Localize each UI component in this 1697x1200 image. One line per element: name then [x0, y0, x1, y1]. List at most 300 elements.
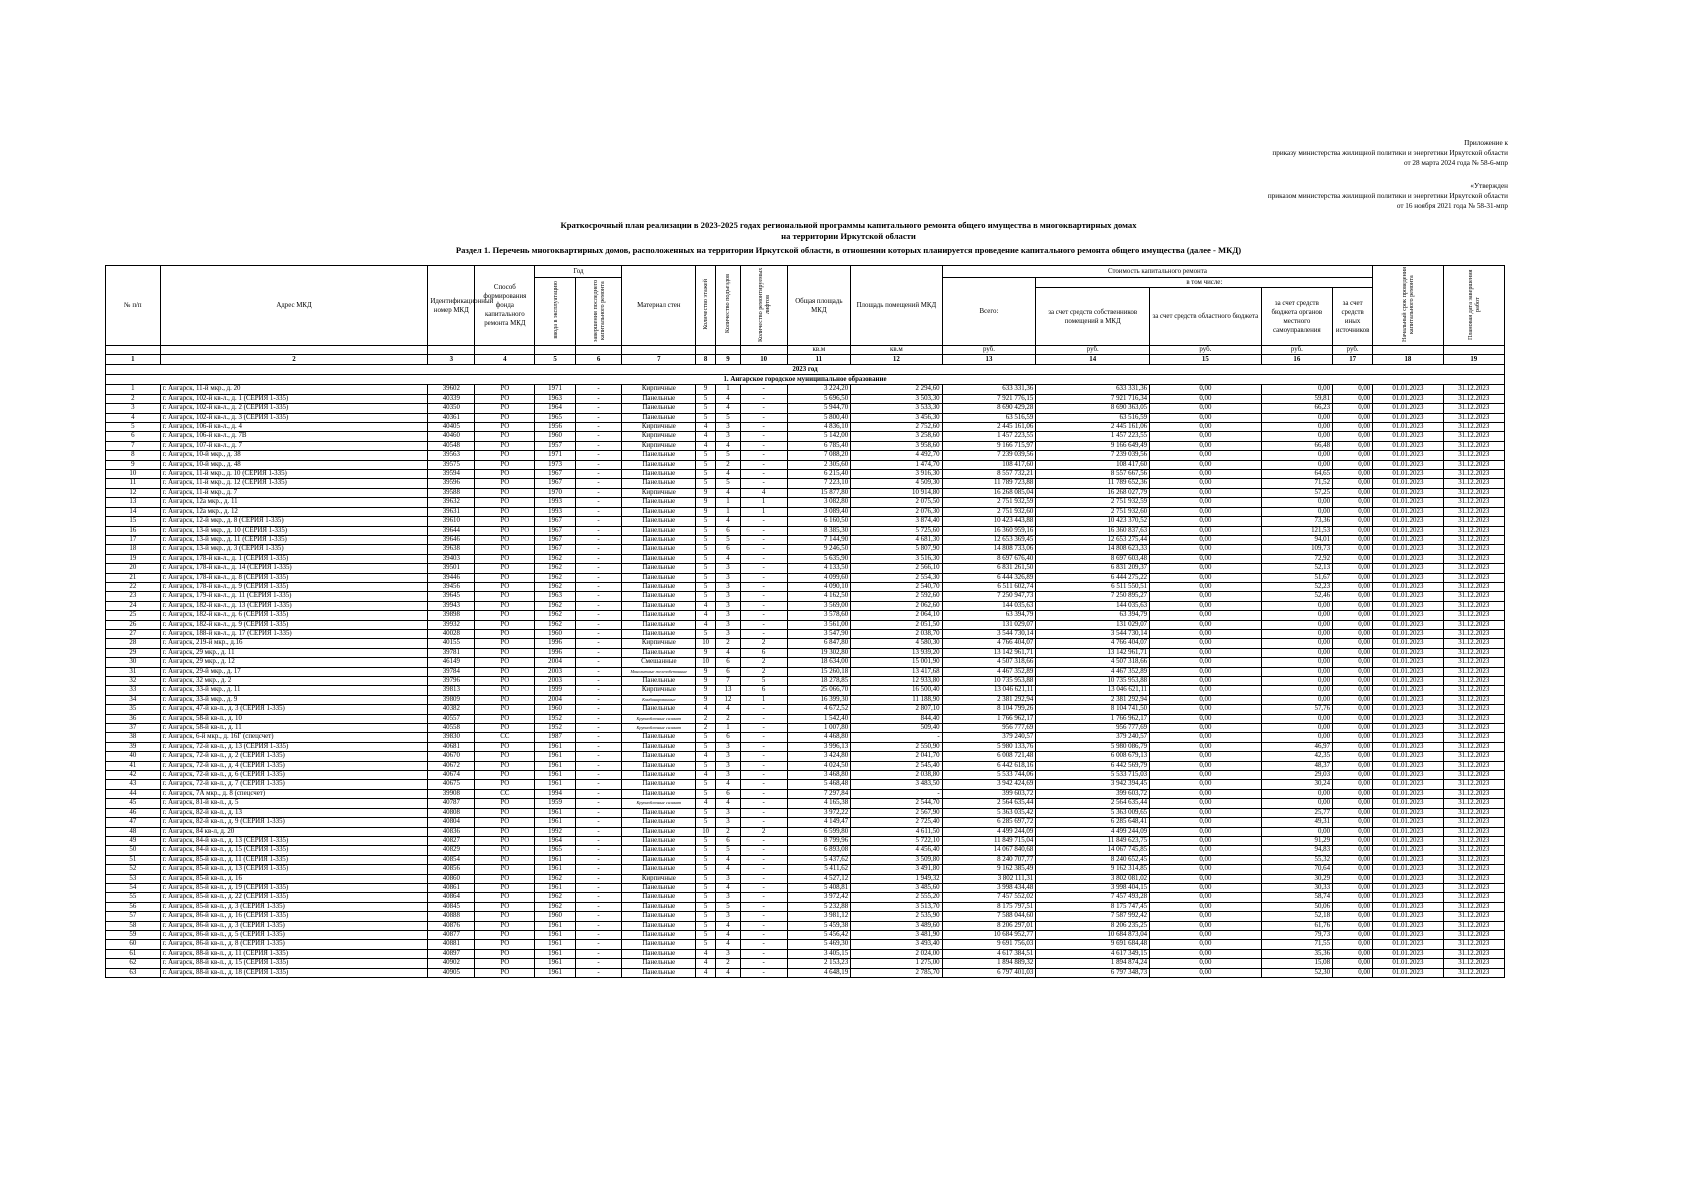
row-address: г. Ангарск, 72-й кв-л., д. 7 (СЕРИЯ 1-335) [160, 780, 428, 789]
row-total: 16 268 085,04 [942, 488, 1036, 497]
row-total: 5 980 133,76 [942, 742, 1036, 751]
row-id: 39809 [428, 695, 475, 704]
row-other: 0,00 [1333, 517, 1373, 526]
table-row [106, 968, 1505, 977]
row-id: 39602 [428, 385, 475, 394]
row-premises-area: 3 456,30 [851, 413, 942, 422]
row-year-last-repair: - [575, 921, 622, 930]
table-row [106, 404, 1505, 413]
row-lifts: - [740, 629, 787, 638]
row-year-commission: 1952 [535, 724, 575, 733]
row-total-area: 5 469,30 [787, 940, 851, 949]
row-end-date: 31.12.2023 [1443, 883, 1504, 892]
table-row [106, 771, 1505, 780]
row-wall-material: Кирпичные [622, 488, 696, 497]
row-total: 6 831 261,50 [942, 564, 1036, 573]
row-other: 0,00 [1333, 705, 1373, 714]
row-start-date: 01.01.2023 [1373, 902, 1443, 911]
row-lifts: 6 [740, 686, 787, 695]
row-year-last-repair: - [575, 752, 622, 761]
row-id: 40864 [428, 893, 475, 902]
row-entrances: 4 [716, 517, 741, 526]
row-regional: 0,00 [1150, 677, 1262, 686]
row-local: 30,33 [1261, 883, 1332, 892]
row-lifts: - [740, 413, 787, 422]
row-year-commission: 1962 [535, 893, 575, 902]
row-local: 59,81 [1261, 394, 1332, 403]
row-wall-material: Панельные [622, 771, 696, 780]
table-row [106, 470, 1505, 479]
row-premises-area: 3 481,90 [851, 930, 942, 939]
row-owners: 399 603,72 [1036, 789, 1150, 798]
row-year-last-repair: - [575, 648, 622, 657]
row-num: 8 [106, 451, 161, 460]
row-fund-method: РО [475, 865, 535, 874]
row-year-last-repair: - [575, 545, 622, 554]
row-id: 39898 [428, 611, 475, 620]
row-entrances: 3 [716, 912, 741, 921]
unit-total-area: кв.м [787, 346, 851, 355]
row-premises-area: 2 535,90 [851, 912, 942, 921]
row-local: 49,31 [1261, 818, 1332, 827]
row-local: 0,00 [1261, 724, 1332, 733]
row-fund-method: РО [475, 451, 535, 460]
row-fund-method: РО [475, 601, 535, 610]
row-end-date: 31.12.2023 [1443, 658, 1504, 667]
row-premises-area: 3 874,40 [851, 517, 942, 526]
row-address: г. Ангарск, 84-й кв-л., д. 15 (СЕРИЯ 1-335) [160, 846, 428, 855]
row-lifts: - [740, 808, 787, 817]
row-lifts: 2 [740, 827, 787, 836]
row-other: 0,00 [1333, 545, 1373, 554]
start-date-label: Начальный срок проведения капитального ремонта [1400, 266, 1415, 342]
row-entrances: 6 [716, 667, 741, 676]
row-premises-area: 2 785,70 [851, 968, 942, 977]
row-address: г. Ангарск, 85-й кв-л., д. 22 (СЕРИЯ 1-335) [160, 893, 428, 902]
row-wall-material: Крупноблочные силикат [622, 724, 696, 733]
col-regional: за счет средств областного бюджета [1150, 288, 1262, 346]
row-id: 40877 [428, 930, 475, 939]
row-start-date: 01.01.2023 [1373, 836, 1443, 845]
row-total-area: 4 836,10 [787, 423, 851, 432]
row-id: 40888 [428, 912, 475, 921]
row-wall-material: Панельные [622, 601, 696, 610]
row-other: 0,00 [1333, 423, 1373, 432]
row-id: 39501 [428, 564, 475, 573]
row-total-area: 4 527,12 [787, 874, 851, 883]
row-total: 4 467 352,89 [942, 667, 1036, 676]
col-year-last-repair [575, 278, 622, 346]
row-lifts: 1 [740, 507, 787, 516]
row-owners: 144 035,63 [1036, 601, 1150, 610]
row-start-date: 01.01.2023 [1373, 827, 1443, 836]
row-wall-material: Кирпичные [622, 385, 696, 394]
row-total: 4 499 244,09 [942, 827, 1036, 836]
row-fund-method: РО [475, 498, 535, 507]
row-entrances: 3 [716, 893, 741, 902]
row-lifts: - [740, 883, 787, 892]
row-id: 40902 [428, 959, 475, 968]
row-floors: 4 [696, 441, 716, 450]
row-fund-method: РО [475, 695, 535, 704]
table-row [106, 780, 1505, 789]
row-owners: 131 029,07 [1036, 620, 1150, 629]
row-fund-method: РО [475, 705, 535, 714]
row-total-area: 5 232,88 [787, 902, 851, 911]
row-year-commission: 1960 [535, 705, 575, 714]
row-total-area: 5 635,90 [787, 554, 851, 563]
row-total: 131 029,07 [942, 620, 1036, 629]
row-local: 0,00 [1261, 432, 1332, 441]
row-total: 4 507 318,66 [942, 658, 1036, 667]
row-other: 0,00 [1333, 658, 1373, 667]
appendix-line: от 28 марта 2024 года № 58-6-мпр [1403, 159, 1508, 167]
row-total-area: 5 696,50 [787, 394, 851, 403]
row-floors: 4 [696, 611, 716, 620]
row-lifts: - [740, 846, 787, 855]
row-entrances: 4 [716, 441, 741, 450]
row-local: 61,76 [1261, 921, 1332, 930]
table-row [106, 432, 1505, 441]
row-total-area: 9 246,50 [787, 545, 851, 554]
column-number: 10 [740, 355, 787, 365]
row-owners: 1 894 874,24 [1036, 959, 1150, 968]
row-lifts: - [740, 940, 787, 949]
row-entrances: 4 [716, 930, 741, 939]
row-wall-material: Панельные [622, 902, 696, 911]
repair-plan-table [105, 265, 1505, 978]
row-num: 29 [106, 648, 161, 657]
row-total-area: 5 800,40 [787, 413, 851, 422]
row-local: 0,00 [1261, 667, 1332, 676]
row-id: 40787 [428, 799, 475, 808]
section-title: Раздел 1. Перечень многоквартирных домов, расположенных на территории Иркутской области, в отношении которых планируется проведение капитального ремонта общего имущества (далее - МКД) [455, 245, 1242, 255]
row-start-date: 01.01.2023 [1373, 394, 1443, 403]
row-fund-method: РО [475, 611, 535, 620]
row-num: 55 [106, 893, 161, 902]
row-premises-area: 2 544,70 [851, 799, 942, 808]
row-regional: 0,00 [1150, 658, 1262, 667]
row-regional: 0,00 [1150, 705, 1262, 714]
row-year-commission: 1962 [535, 564, 575, 573]
row-owners: 13 142 961,71 [1036, 648, 1150, 657]
row-total-area: 3 972,42 [787, 893, 851, 902]
row-year-commission: 1952 [535, 714, 575, 723]
row-total: 3 998 434,48 [942, 883, 1036, 892]
row-id: 39943 [428, 601, 475, 610]
row-year-commission: 1962 [535, 582, 575, 591]
row-start-date: 01.01.2023 [1373, 780, 1443, 789]
row-other: 0,00 [1333, 742, 1373, 751]
row-entrances: 3 [716, 818, 741, 827]
column-number: 8 [696, 355, 716, 365]
row-local: 52,46 [1261, 592, 1332, 601]
row-start-date: 01.01.2023 [1373, 639, 1443, 648]
row-wall-material: Панельные [622, 404, 696, 413]
row-entrances: 3 [716, 808, 741, 817]
col-wall-material: Материал стен [622, 266, 696, 346]
row-other: 0,00 [1333, 479, 1373, 488]
row-floors: 4 [696, 432, 716, 441]
year-commission-label: ввода в эксплуатацию [551, 281, 559, 339]
row-start-date: 01.01.2023 [1373, 564, 1443, 573]
row-address: г. Ангарск, 82-й кв-л., д. 13 [160, 808, 428, 817]
row-year-last-repair: - [575, 949, 622, 958]
table-row [106, 733, 1505, 742]
row-local: 0,00 [1261, 789, 1332, 798]
row-regional: 0,00 [1150, 488, 1262, 497]
row-other: 0,00 [1333, 677, 1373, 686]
row-address: г. Ангарск, 86-й кв-л., д. 3 (СЕРИЯ 1-335) [160, 921, 428, 930]
row-total-area: 3 405,15 [787, 949, 851, 958]
row-other: 0,00 [1333, 799, 1373, 808]
row-total: 9 166 715,97 [942, 441, 1036, 450]
row-floors: 4 [696, 968, 716, 977]
row-fund-method: РО [475, 818, 535, 827]
row-num: 19 [106, 554, 161, 563]
row-entrances: 5 [716, 479, 741, 488]
row-other: 0,00 [1333, 789, 1373, 798]
row-premises-area: 13 417,68 [851, 667, 942, 676]
row-premises-area: 2 062,60 [851, 601, 942, 610]
row-other: 0,00 [1333, 592, 1373, 601]
row-total-area: 8 385,30 [787, 526, 851, 535]
row-lifts: - [740, 394, 787, 403]
row-fund-method: РО [475, 423, 535, 432]
column-number: 16 [1261, 355, 1332, 365]
row-address: г. Ангарск, 47-й кв-л., д. 3 (СЕРИЯ 1-335) [160, 705, 428, 714]
row-premises-area: 2 075,50 [851, 498, 942, 507]
row-regional: 0,00 [1150, 940, 1262, 949]
row-year-last-repair: - [575, 742, 622, 751]
row-wall-material: Монолитные железобетонные [622, 667, 696, 676]
row-year-last-repair: - [575, 714, 622, 723]
row-address: г. Ангарск, 179-й кв-л., д. 11 (СЕРИЯ 1-335) [160, 592, 428, 601]
row-entrances: 3 [716, 564, 741, 573]
row-start-date: 01.01.2023 [1373, 404, 1443, 413]
row-fund-method: РО [475, 949, 535, 958]
row-num: 17 [106, 535, 161, 544]
row-fund-method: РО [475, 667, 535, 676]
row-owners: 1 766 962,17 [1036, 714, 1150, 723]
row-entrances: 4 [716, 705, 741, 714]
row-wall-material: Панельные [622, 761, 696, 770]
row-local: 35,36 [1261, 949, 1332, 958]
row-num: 51 [106, 855, 161, 864]
row-total: 6 285 697,72 [942, 818, 1036, 827]
row-start-date: 01.01.2023 [1373, 592, 1443, 601]
row-num: 57 [106, 912, 161, 921]
row-id: 39563 [428, 451, 475, 460]
row-id: 40876 [428, 921, 475, 930]
row-address: г. Ангарск, 12а мкр., д. 12 [160, 507, 428, 516]
row-fund-method: РО [475, 808, 535, 817]
row-id: 40674 [428, 771, 475, 780]
row-lifts: - [740, 902, 787, 911]
row-total-area: 5 944,70 [787, 404, 851, 413]
row-end-date: 31.12.2023 [1443, 451, 1504, 460]
row-total: 14 808 733,06 [942, 545, 1036, 554]
row-fund-method: РО [475, 535, 535, 544]
row-num: 2 [106, 394, 161, 403]
row-entrances: 4 [716, 799, 741, 808]
row-premises-area: 3 509,80 [851, 855, 942, 864]
row-num: 27 [106, 629, 161, 638]
row-owners: 14 808 623,33 [1036, 545, 1150, 554]
row-address: г. Ангарск, 72-й кв-л., д. 2 (СЕРИЯ 1-335) [160, 752, 428, 761]
row-lifts: - [740, 479, 787, 488]
row-year-commission: 1961 [535, 761, 575, 770]
row-address: г. Ангарск, 82-й кв-л., д. 9 (СЕРИЯ 1-335) [160, 818, 428, 827]
row-id: 40350 [428, 404, 475, 413]
row-year-commission: 1961 [535, 780, 575, 789]
row-start-date: 01.01.2023 [1373, 893, 1443, 902]
row-start-date: 01.01.2023 [1373, 498, 1443, 507]
row-wall-material: Панельные [622, 592, 696, 601]
row-other: 0,00 [1333, 959, 1373, 968]
row-year-commission: 1963 [535, 394, 575, 403]
row-num: 49 [106, 836, 161, 845]
row-entrances: 2 [716, 639, 741, 648]
row-lifts: - [740, 432, 787, 441]
row-regional: 0,00 [1150, 865, 1262, 874]
row-lifts: - [740, 949, 787, 958]
row-num: 45 [106, 799, 161, 808]
col-address: Адрес МКД [160, 266, 428, 346]
row-start-date: 01.01.2023 [1373, 526, 1443, 535]
unit-owners: руб. [1036, 346, 1150, 355]
row-local: 30,24 [1261, 780, 1332, 789]
row-other: 0,00 [1333, 695, 1373, 704]
row-total-area: 4 165,38 [787, 799, 851, 808]
row-lifts: - [740, 959, 787, 968]
municipality-row [106, 375, 1505, 385]
row-lifts: - [740, 752, 787, 761]
row-year-last-repair: - [575, 573, 622, 582]
row-year-last-repair: - [575, 724, 622, 733]
row-lifts: - [740, 799, 787, 808]
row-premises-area: 2 567,90 [851, 808, 942, 817]
unit-premises-area: кв.м [851, 346, 942, 355]
row-other: 0,00 [1333, 432, 1373, 441]
row-other: 0,00 [1333, 404, 1373, 413]
row-total-area: 4 090,10 [787, 582, 851, 591]
row-entrances: 2 [716, 460, 741, 469]
row-premises-area: 3 485,60 [851, 883, 942, 892]
table-row [106, 686, 1505, 695]
row-fund-method: РО [475, 413, 535, 422]
row-local: 52,18 [1261, 912, 1332, 921]
row-local: 42,35 [1261, 752, 1332, 761]
row-fund-method: РО [475, 846, 535, 855]
row-id: 39638 [428, 545, 475, 554]
row-fund-method: РО [475, 432, 535, 441]
row-other: 0,00 [1333, 498, 1373, 507]
row-address: г. Ангарск, 32 мкр., д. 2 [160, 677, 428, 686]
row-end-date: 31.12.2023 [1443, 535, 1504, 544]
row-regional: 0,00 [1150, 507, 1262, 516]
row-total-area: 7 144,90 [787, 535, 851, 544]
row-total-area: 7 223,10 [787, 479, 851, 488]
row-regional: 0,00 [1150, 921, 1262, 930]
row-lifts: - [740, 611, 787, 620]
row-year-commission: 2003 [535, 667, 575, 676]
row-wall-material: Кирпичные [622, 423, 696, 432]
row-year-last-repair: - [575, 893, 622, 902]
row-regional: 0,00 [1150, 554, 1262, 563]
row-wall-material: Панельные [622, 780, 696, 789]
row-address: г. Ангарск, 188-й кв-л., д. 17 (СЕРИЯ 1-335) [160, 629, 428, 638]
row-floors: 5 [696, 629, 716, 638]
row-year-last-repair: - [575, 460, 622, 469]
row-year-commission: 1973 [535, 460, 575, 469]
row-owners: 7 250 895,27 [1036, 592, 1150, 601]
row-address: г. Ангарск, 58-й кв-л., д. 10 [160, 714, 428, 723]
row-premises-area: 844,40 [851, 714, 942, 723]
row-year-last-repair: - [575, 789, 622, 798]
row-floors: 4 [696, 959, 716, 968]
row-start-date: 01.01.2023 [1373, 479, 1443, 488]
title-line: на территории Иркутской области [781, 231, 916, 241]
lifts-label: Количество ремонтируемых лифтов [756, 266, 771, 342]
row-floors: 5 [696, 394, 716, 403]
row-entrances: 6 [716, 733, 741, 742]
row-other: 0,00 [1333, 394, 1373, 403]
row-id: 39796 [428, 677, 475, 686]
row-owners: 6 831 209,37 [1036, 564, 1150, 573]
row-premises-area: 5 722,10 [851, 836, 942, 845]
row-owners: 7 239 039,56 [1036, 451, 1150, 460]
row-lifts: 2 [740, 658, 787, 667]
row-start-date: 01.01.2023 [1373, 535, 1443, 544]
row-wall-material: Кирпичные [622, 441, 696, 450]
row-wall-material: Панельные [622, 808, 696, 817]
row-total-area: 6 160,50 [787, 517, 851, 526]
row-entrances: 3 [716, 573, 741, 582]
row-wall-material: Панельные [622, 564, 696, 573]
row-start-date: 01.01.2023 [1373, 423, 1443, 432]
row-regional: 0,00 [1150, 968, 1262, 977]
row-owners: 4 507 318,66 [1036, 658, 1150, 667]
row-other: 0,00 [1333, 385, 1373, 394]
row-other: 0,00 [1333, 488, 1373, 497]
table-row [106, 846, 1505, 855]
row-end-date: 31.12.2023 [1443, 930, 1504, 939]
row-wall-material: Панельные [622, 573, 696, 582]
row-id: 39908 [428, 789, 475, 798]
row-owners: 2 445 161,06 [1036, 423, 1150, 432]
row-id: 40897 [428, 949, 475, 958]
row-owners: 10 735 953,88 [1036, 677, 1150, 686]
row-fund-method: РО [475, 799, 535, 808]
row-id: 40808 [428, 808, 475, 817]
row-address: г. Ангарск, 178-й кв-л., д. 8 (СЕРИЯ 1-335) [160, 573, 428, 582]
row-regional: 0,00 [1150, 827, 1262, 836]
row-end-date: 31.12.2023 [1443, 413, 1504, 422]
row-other: 0,00 [1333, 949, 1373, 958]
row-premises-area: 3 489,60 [851, 921, 942, 930]
row-start-date: 01.01.2023 [1373, 752, 1443, 761]
row-end-date: 31.12.2023 [1443, 752, 1504, 761]
row-premises-area: 2 041,70 [851, 752, 942, 761]
row-end-date: 31.12.2023 [1443, 846, 1504, 855]
row-lifts: - [740, 742, 787, 751]
row-other: 0,00 [1333, 818, 1373, 827]
row-fund-method: РО [475, 883, 535, 892]
row-start-date: 01.01.2023 [1373, 714, 1443, 723]
row-other: 0,00 [1333, 780, 1373, 789]
row-end-date: 31.12.2023 [1443, 893, 1504, 902]
